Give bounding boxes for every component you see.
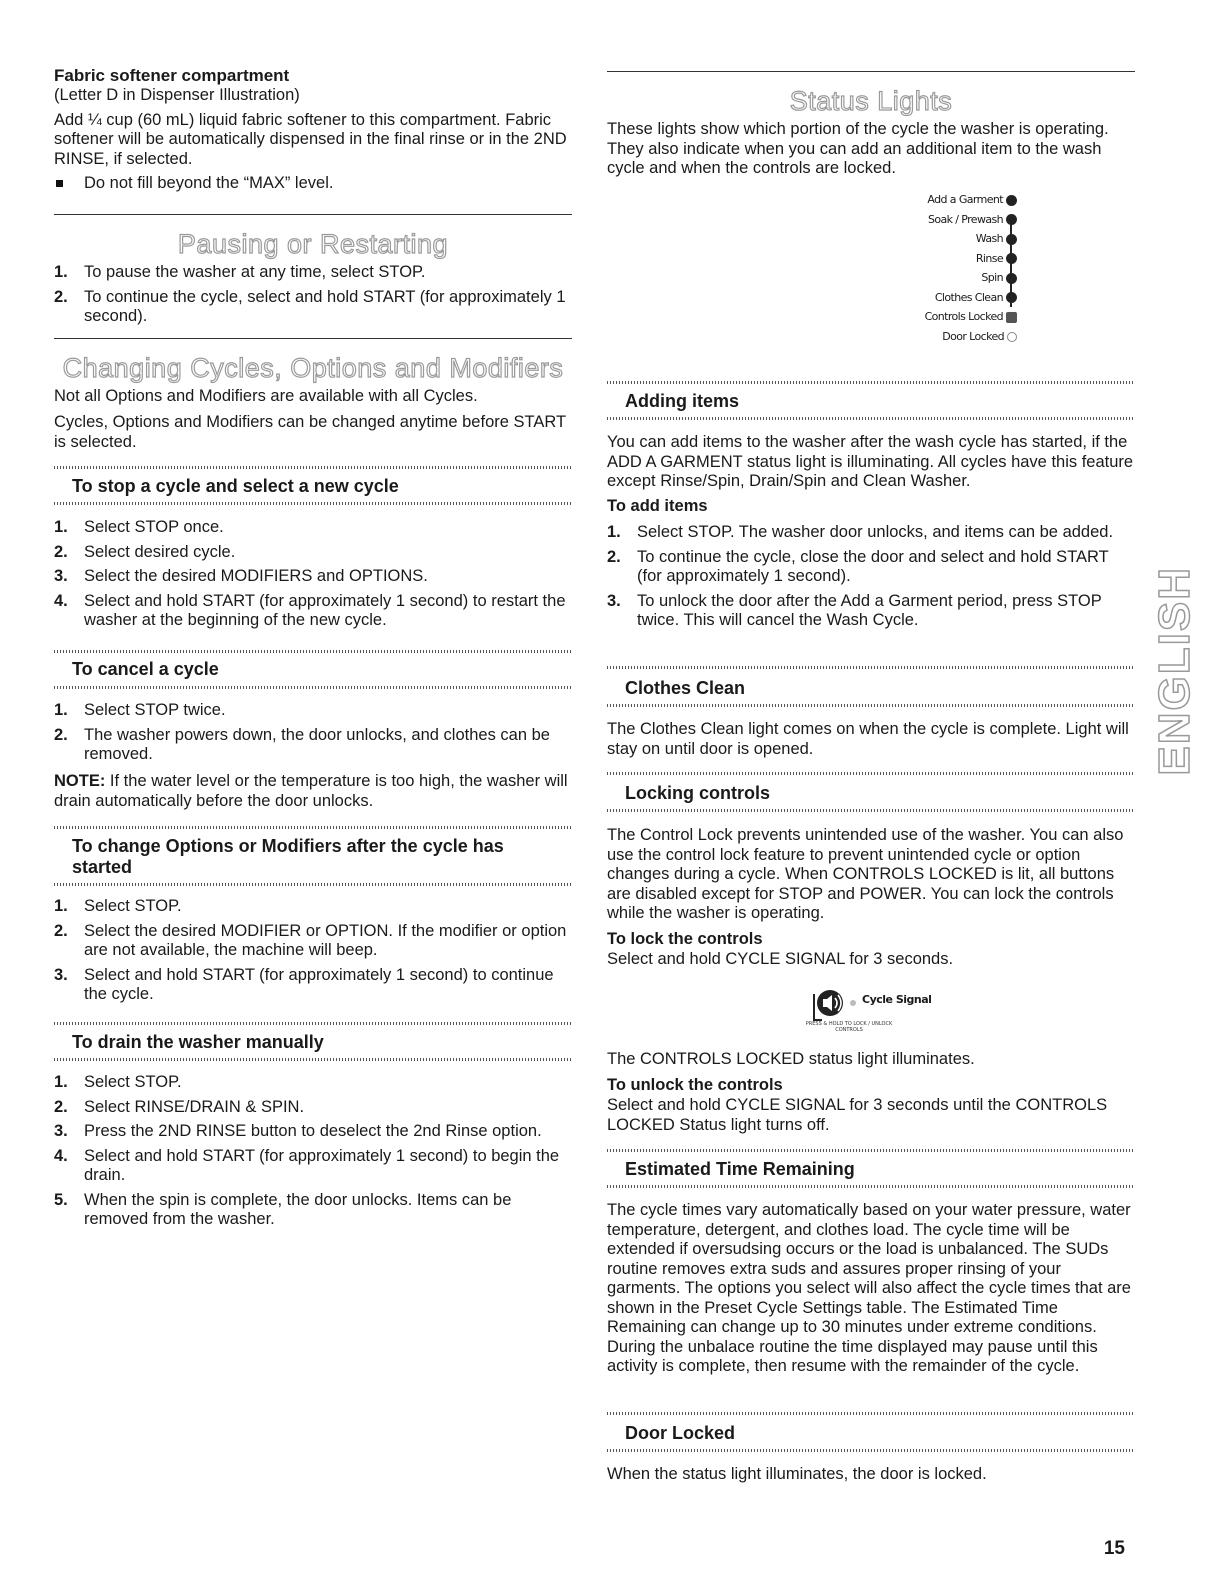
drain-heading: To drain the washer manually [72, 1032, 324, 1052]
fabric-softener-bullet: Do not fill beyond the “MAX” level. [54, 174, 572, 194]
subsection-divider [54, 826, 572, 829]
fabric-softener-heading: Fabric softener compartment [54, 66, 290, 85]
lock-controls-subheading: To lock the controls [607, 930, 763, 948]
cycle-signal-label: Cycle Signal [862, 993, 932, 1006]
status-light-door-locked: Door Locked [757, 327, 1017, 347]
subsection-divider [54, 1022, 572, 1025]
changing-p2: Cycles, Options and Modifiers can be changed anytime before START is selected. [54, 413, 566, 451]
status-dot-icon [1006, 234, 1017, 245]
controls-locked-note: The CONTROLS LOCKED status light illuminates. [607, 1050, 975, 1068]
status-light-soak-prewash: Soak / Prewash [757, 210, 1017, 230]
drain-list [54, 1073, 572, 1230]
unlock-controls-subheading: To unlock the controls [607, 1076, 783, 1094]
status-light-clothes-clean: Clothes Clean [757, 288, 1017, 308]
subsection-divider [54, 502, 572, 505]
list-item: 3. Select and hold START (for approximately 1 second) to continue the cycle. [54, 965, 554, 1003]
clothes-clean-body: The Clothes Clean light comes on when the cycle is complete. Light will stay on until door is opened. [607, 720, 1129, 758]
adding-items-body: You can add items to the washer after the wash cycle has started, if the ADD A GARMENT status light is illuminating. All cycles have this feature except Rinse/Spin, Drain/Spin and Clean Washer. [607, 433, 1134, 490]
subsection-divider [54, 686, 572, 689]
status-dot-icon [1006, 253, 1017, 264]
stop-cycle-list [54, 518, 572, 631]
cancel-note: NOTE: If the water level or the temperature is too high, the washer will drain automatically before the door unlocks. [54, 772, 568, 810]
subsection-divider [607, 381, 1135, 384]
list-item: 1. Select STOP twice. [54, 701, 226, 719]
section-divider [607, 71, 1135, 72]
subsection-divider [607, 1449, 1135, 1452]
status-dot-icon [1006, 273, 1017, 284]
cancel-list [54, 701, 572, 765]
add-items-list [607, 523, 1135, 631]
section-divider [54, 338, 572, 339]
door-locked-heading: Door Locked [625, 1423, 736, 1443]
pausing-title: Pausing or Restarting [177, 229, 449, 259]
subsection-divider [607, 772, 1135, 775]
cycle-signal-caption: PRESS & HOLD TO LOCK / UNLOCK CONTROLS [805, 1021, 893, 1033]
status-light-add-garment: Add a Garment [757, 190, 1017, 210]
status-light-rinse: Rinse [757, 249, 1017, 269]
subsection-divider [607, 1149, 1135, 1152]
list-item: 5. When the spin is complete, the door unlocks. Items can be removed from the washer. [54, 1190, 512, 1228]
change-options-heading: To change Options or Modifiers after the cycle has started [72, 836, 504, 877]
status-lights-title: Status Lights [789, 86, 953, 116]
cycle-signal-figure [792, 988, 952, 1038]
locking-controls-heading: Locking controls [625, 783, 771, 803]
list-item: 2. To continue the cycle, select and hold START (for approximately 1 second). [54, 287, 566, 325]
status-lights-figure [757, 190, 1017, 346]
add-items-subheading: To add items [607, 497, 708, 515]
list-item: 1. Select STOP. The washer door unlocks, and items can be added. [607, 523, 1114, 541]
estimated-time-heading: Estimated Time Remaining [625, 1159, 855, 1179]
status-light-spin: Spin [757, 268, 1017, 288]
changing-title: Changing Cycles, Options and Modifiers [62, 353, 564, 383]
list-item: 2. Select desired cycle. [54, 542, 236, 561]
status-light-wash: Wash [757, 229, 1017, 249]
stop-cycle-heading: To stop a cycle and select a new cycle [72, 476, 399, 496]
subsection-divider [54, 650, 572, 653]
page-number: 15 [1103, 1538, 1125, 1559]
list-item: 3. Press the 2ND RINSE button to deselect the 2nd Rinse option. [54, 1122, 542, 1140]
list-item: 3. Select the desired MODIFIERS and OPTIONS. [54, 567, 428, 585]
subsection-divider [54, 883, 572, 886]
status-dot-icon [1006, 214, 1017, 225]
list-item: 2. The washer powers down, the door unlocks, and clothes can be removed. [54, 725, 550, 763]
status-dot-icon [1006, 195, 1017, 206]
subsection-divider [607, 1185, 1135, 1188]
list-item: 1. To pause the washer at any time, select STOP. [54, 263, 426, 281]
subsection-divider [607, 809, 1135, 812]
clothes-clean-heading: Clothes Clean [625, 678, 746, 698]
lock-icon [1006, 312, 1017, 323]
list-item: 1. Select STOP once. [54, 518, 224, 536]
subsection-divider [607, 1412, 1135, 1415]
language-side-tab: ENGLISH [1150, 566, 1199, 776]
subsection-divider [607, 417, 1135, 420]
subsection-divider [54, 466, 572, 469]
list-item: 1. Select STOP. [54, 1073, 182, 1091]
list-item: 2. To continue the cycle, close the door and select and hold START (for approximately 1 second). [607, 547, 1109, 585]
list-item: 2. Select the desired MODIFIER or OPTION. If the modifier or option are not available, the machine will beep. [54, 921, 567, 959]
cancel-heading: To cancel a cycle [72, 659, 219, 679]
fabric-softener-subheading: (Letter D in Dispenser Illustration) [54, 86, 300, 104]
pausing-list [54, 263, 572, 327]
locking-controls-body: The Control Lock prevents unintended use of the washer. You can also use the control lock feature to prevent unintended cycle or option changes during a cycle. When CONTROLS LOCKED is lit, all buttons are disabled except for STOP and POWER. You can lock the controls while the washer is operating. [607, 826, 1124, 922]
changing-p1: Not all Options and Modifiers are available with all Cycles. [54, 387, 478, 405]
list-item: 2. Select RINSE/DRAIN & SPIN. [54, 1097, 305, 1116]
list-item: 4. Select and hold START (for approximately 1 second) to restart the washer at the beginning of the new cycle. [54, 591, 566, 629]
fabric-softener-section [54, 66, 572, 194]
bullet-square-icon [56, 180, 63, 187]
fabric-softener-body: Add ¼ cup (60 mL) liquid fabric softener to this compartment. Fabric softener will be automatically dispensed in the final rinse or in the 2ND RINSE, if selected. [54, 110, 567, 168]
lock-controls-body: Select and hold CYCLE SIGNAL for 3 seconds. [607, 950, 954, 968]
change-options-list [54, 897, 572, 1005]
list-item: 3. To unlock the door after the Add a Garment period, press STOP twice. This will cancel the Wash Cycle. [607, 591, 1102, 629]
subsection-divider [607, 666, 1135, 669]
estimated-time-body: The cycle times vary automatically based on your water pressure, water temperature, detergent, and clothes load. The cycle time will be extended if oversudsing occurs or the load is unbalanced. The SUDs routine removes extra suds and assures proper rinsing of your garments. The options you select will also affect the cycle times that are shown in the Preset Cycle Settings table. The Estimated Time Remaining can change up to 30 minutes under extreme conditions. During the unbalace routine the time displayed may pause until this activity is complete, then resume with the remainder of the cycle. [607, 1201, 1131, 1375]
door-lock-icon [1007, 332, 1017, 342]
status-light-controls-locked: Controls Locked [757, 307, 1017, 327]
door-locked-body: When the status light illuminates, the door is locked. [607, 1465, 987, 1483]
unlock-controls-body: Select and hold CYCLE SIGNAL for 3 seconds until the CONTROLS LOCKED Status light turns off. [607, 1096, 1108, 1134]
adding-items-heading: Adding items [625, 391, 740, 411]
section-divider [54, 214, 572, 215]
list-item: 1. Select STOP. [54, 897, 182, 915]
status-lights-body: These lights show which portion of the cycle the washer is operating. They also indicate when you can add an additional item to the wash cycle and when the controls are locked. [607, 120, 1109, 177]
list-item: 4. Select and hold START (for approximately 1 second) to begin the drain. [54, 1146, 560, 1184]
status-dot-icon [1006, 292, 1017, 303]
subsection-divider [607, 704, 1135, 707]
subsection-divider [54, 1058, 572, 1061]
